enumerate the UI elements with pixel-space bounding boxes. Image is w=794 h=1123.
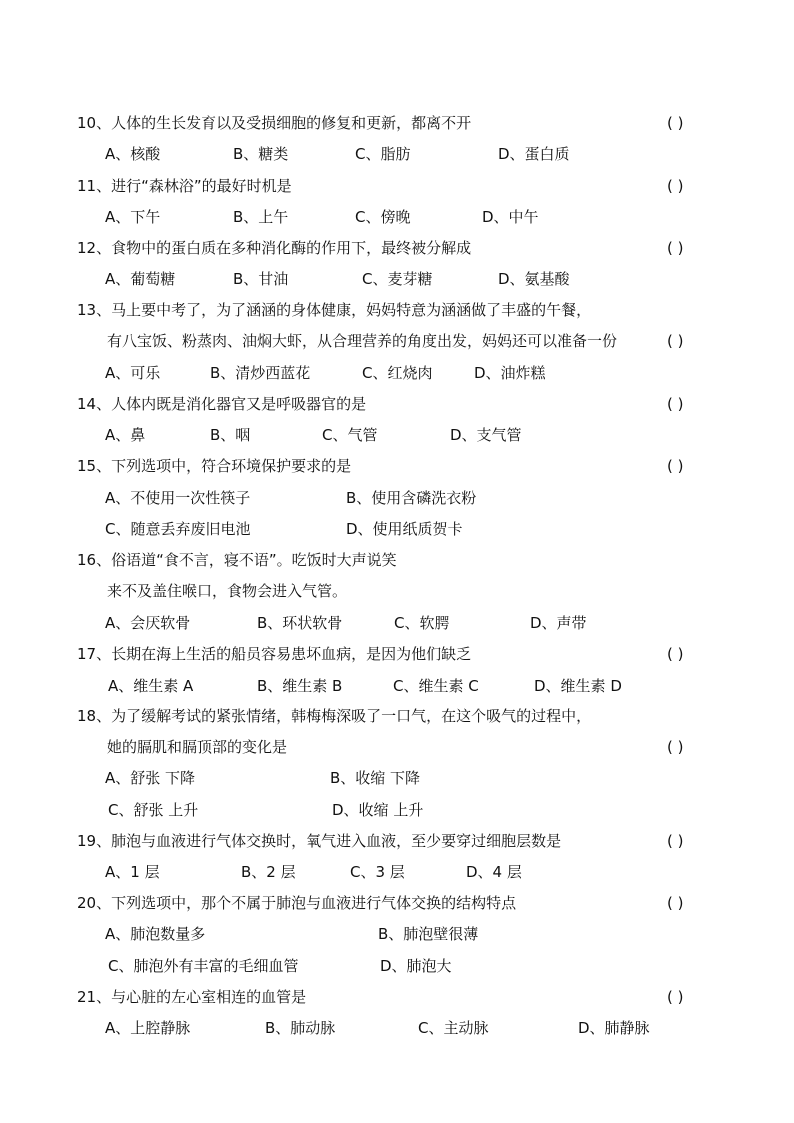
question-16-stem-line2: 来不及盖住喉口，食物会进入气管。: [107, 582, 348, 600]
question-21-option-c: C、主动脉: [418, 1019, 489, 1037]
question-18-answer-blank[interactable]: ( ): [667, 738, 684, 756]
question-16-option-d: D、声带: [530, 614, 587, 632]
question-12-stem: 12、食物中的蛋白质在多种消化酶的作用下，最终被分解成: [77, 239, 472, 257]
question-12-option-c: C、麦芽糖: [362, 270, 433, 288]
question-14-stem: 14、人体内既是消化器官又是呼吸器官的是: [77, 395, 367, 413]
question-10-option-b: B、糖类: [233, 145, 289, 163]
question-20-stem: 20、下列选项中，那个不属于肺泡与血液进行气体交换的结构特点: [77, 894, 517, 912]
question-20-option-b: B、肺泡壁很薄: [378, 925, 479, 943]
question-19-option-b: B、2 层: [241, 863, 296, 881]
question-18-option-d: D、收缩 上升: [332, 801, 424, 819]
question-17-option-b: B、维生素 B: [257, 677, 343, 695]
question-15-option-a: A、不使用一次性筷子: [105, 489, 251, 507]
question-11-option-d: D、中午: [482, 208, 539, 226]
question-15-stem: 15、下列选项中，符合环境保护要求的是: [77, 457, 352, 475]
question-21-option-b: B、肺动脉: [265, 1019, 336, 1037]
question-13-option-d: D、油炸糕: [474, 364, 546, 382]
question-19-answer-blank[interactable]: ( ): [667, 832, 684, 850]
question-13-stem-line1: 13、马上要中考了，为了涵涵的身体健康，妈妈特意为涵涵做了丰盛的午餐，: [77, 301, 592, 319]
question-14-option-c: C、气管: [322, 426, 378, 444]
question-12-option-a: A、葡萄糖: [105, 270, 176, 288]
question-15-answer-blank[interactable]: ( ): [667, 457, 684, 475]
question-13-option-a: A、可乐: [105, 364, 161, 382]
question-19-option-a: A、1 层: [105, 863, 160, 881]
question-11-option-a: A、下午: [105, 208, 161, 226]
question-11-option-b: B、上午: [233, 208, 289, 226]
question-18-option-a: A、舒张 下降: [105, 769, 196, 787]
question-19-option-c: C、3 层: [350, 863, 405, 881]
question-15-option-d: D、使用纸质贺卡: [346, 520, 463, 538]
question-14-option-a: A、鼻: [105, 426, 146, 444]
question-16-option-b: B、环状软骨: [257, 614, 343, 632]
question-14-option-d: D、支气管: [450, 426, 522, 444]
question-19-option-d: D、4 层: [466, 863, 522, 881]
question-14-answer-blank[interactable]: ( ): [667, 395, 684, 413]
question-17-option-a: A、维生素 A: [108, 677, 194, 695]
question-18-option-c: C、舒张 上升: [108, 801, 199, 819]
question-13-stem-line2: 有八宝饭、粉蒸肉、油焖大虾，从合理营养的角度出发，妈妈还可以准备一份: [107, 332, 618, 350]
question-16-option-c: C、软腭: [394, 614, 450, 632]
question-11-stem: 11、进行“森林浴”的最好时机是: [77, 177, 292, 195]
question-10-option-c: C、脂肪: [355, 145, 411, 163]
question-12-answer-blank[interactable]: ( ): [667, 239, 684, 257]
question-18-option-b: B、收缩 下降: [330, 769, 421, 787]
question-15-option-b: B、使用含磷洗衣粉: [346, 489, 477, 507]
question-16-stem-line1: 16、俗语道“食不言，寝不语”。吃饭时大声说笑: [77, 551, 397, 569]
question-17-option-c: C、维生素 C: [393, 677, 479, 695]
question-10-option-d: D、蛋白质: [498, 145, 570, 163]
question-13-option-b: B、清炒西蓝花: [210, 364, 311, 382]
question-10-stem: 10、人体的生长发育以及受损细胞的修复和更新，都离不开: [77, 114, 472, 132]
question-20-answer-blank[interactable]: ( ): [667, 894, 684, 912]
question-17-option-d: D、维生素 D: [534, 677, 622, 695]
question-17-answer-blank[interactable]: ( ): [667, 645, 684, 663]
question-12-option-d: D、氨基酸: [498, 270, 570, 288]
question-19-stem: 19、肺泡与血液进行气体交换时，氧气进入血液，至少要穿过细胞层数是: [77, 832, 562, 850]
question-15-option-c: C、随意丢弃废旧电池: [105, 520, 251, 538]
question-18-stem-line1: 18、为了缓解考试的紧张情绪，韩梅梅深吸了一口气，在这个吸气的过程中，: [77, 707, 592, 725]
question-18-stem-line2: 她的膈肌和膈顶部的变化是: [107, 738, 288, 756]
question-20-option-c: C、肺泡外有丰富的毛细血管: [108, 957, 299, 975]
question-21-answer-blank[interactable]: ( ): [667, 988, 684, 1006]
question-13-answer-blank[interactable]: ( ): [667, 332, 684, 350]
question-20-option-a: A、肺泡数量多: [105, 925, 206, 943]
question-12-option-b: B、甘油: [233, 270, 289, 288]
question-11-answer-blank[interactable]: ( ): [667, 177, 684, 195]
question-14-option-b: B、咽: [210, 426, 251, 444]
question-21-option-d: D、肺静脉: [578, 1019, 650, 1037]
question-17-stem: 17、长期在海上生活的船员容易患坏血病，是因为他们缺乏: [77, 645, 472, 663]
question-21-option-a: A、上腔静脉: [105, 1019, 191, 1037]
question-20-option-d: D、肺泡大: [380, 957, 452, 975]
question-11-option-c: C、傍晚: [355, 208, 411, 226]
question-10-answer-blank[interactable]: ( ): [667, 114, 684, 132]
question-13-option-c: C、红烧肉: [362, 364, 433, 382]
question-16-option-a: A、会厌软骨: [105, 614, 191, 632]
question-10-option-a: A、核酸: [105, 145, 161, 163]
question-21-stem: 21、与心脏的左心室相连的血管是: [77, 988, 307, 1006]
